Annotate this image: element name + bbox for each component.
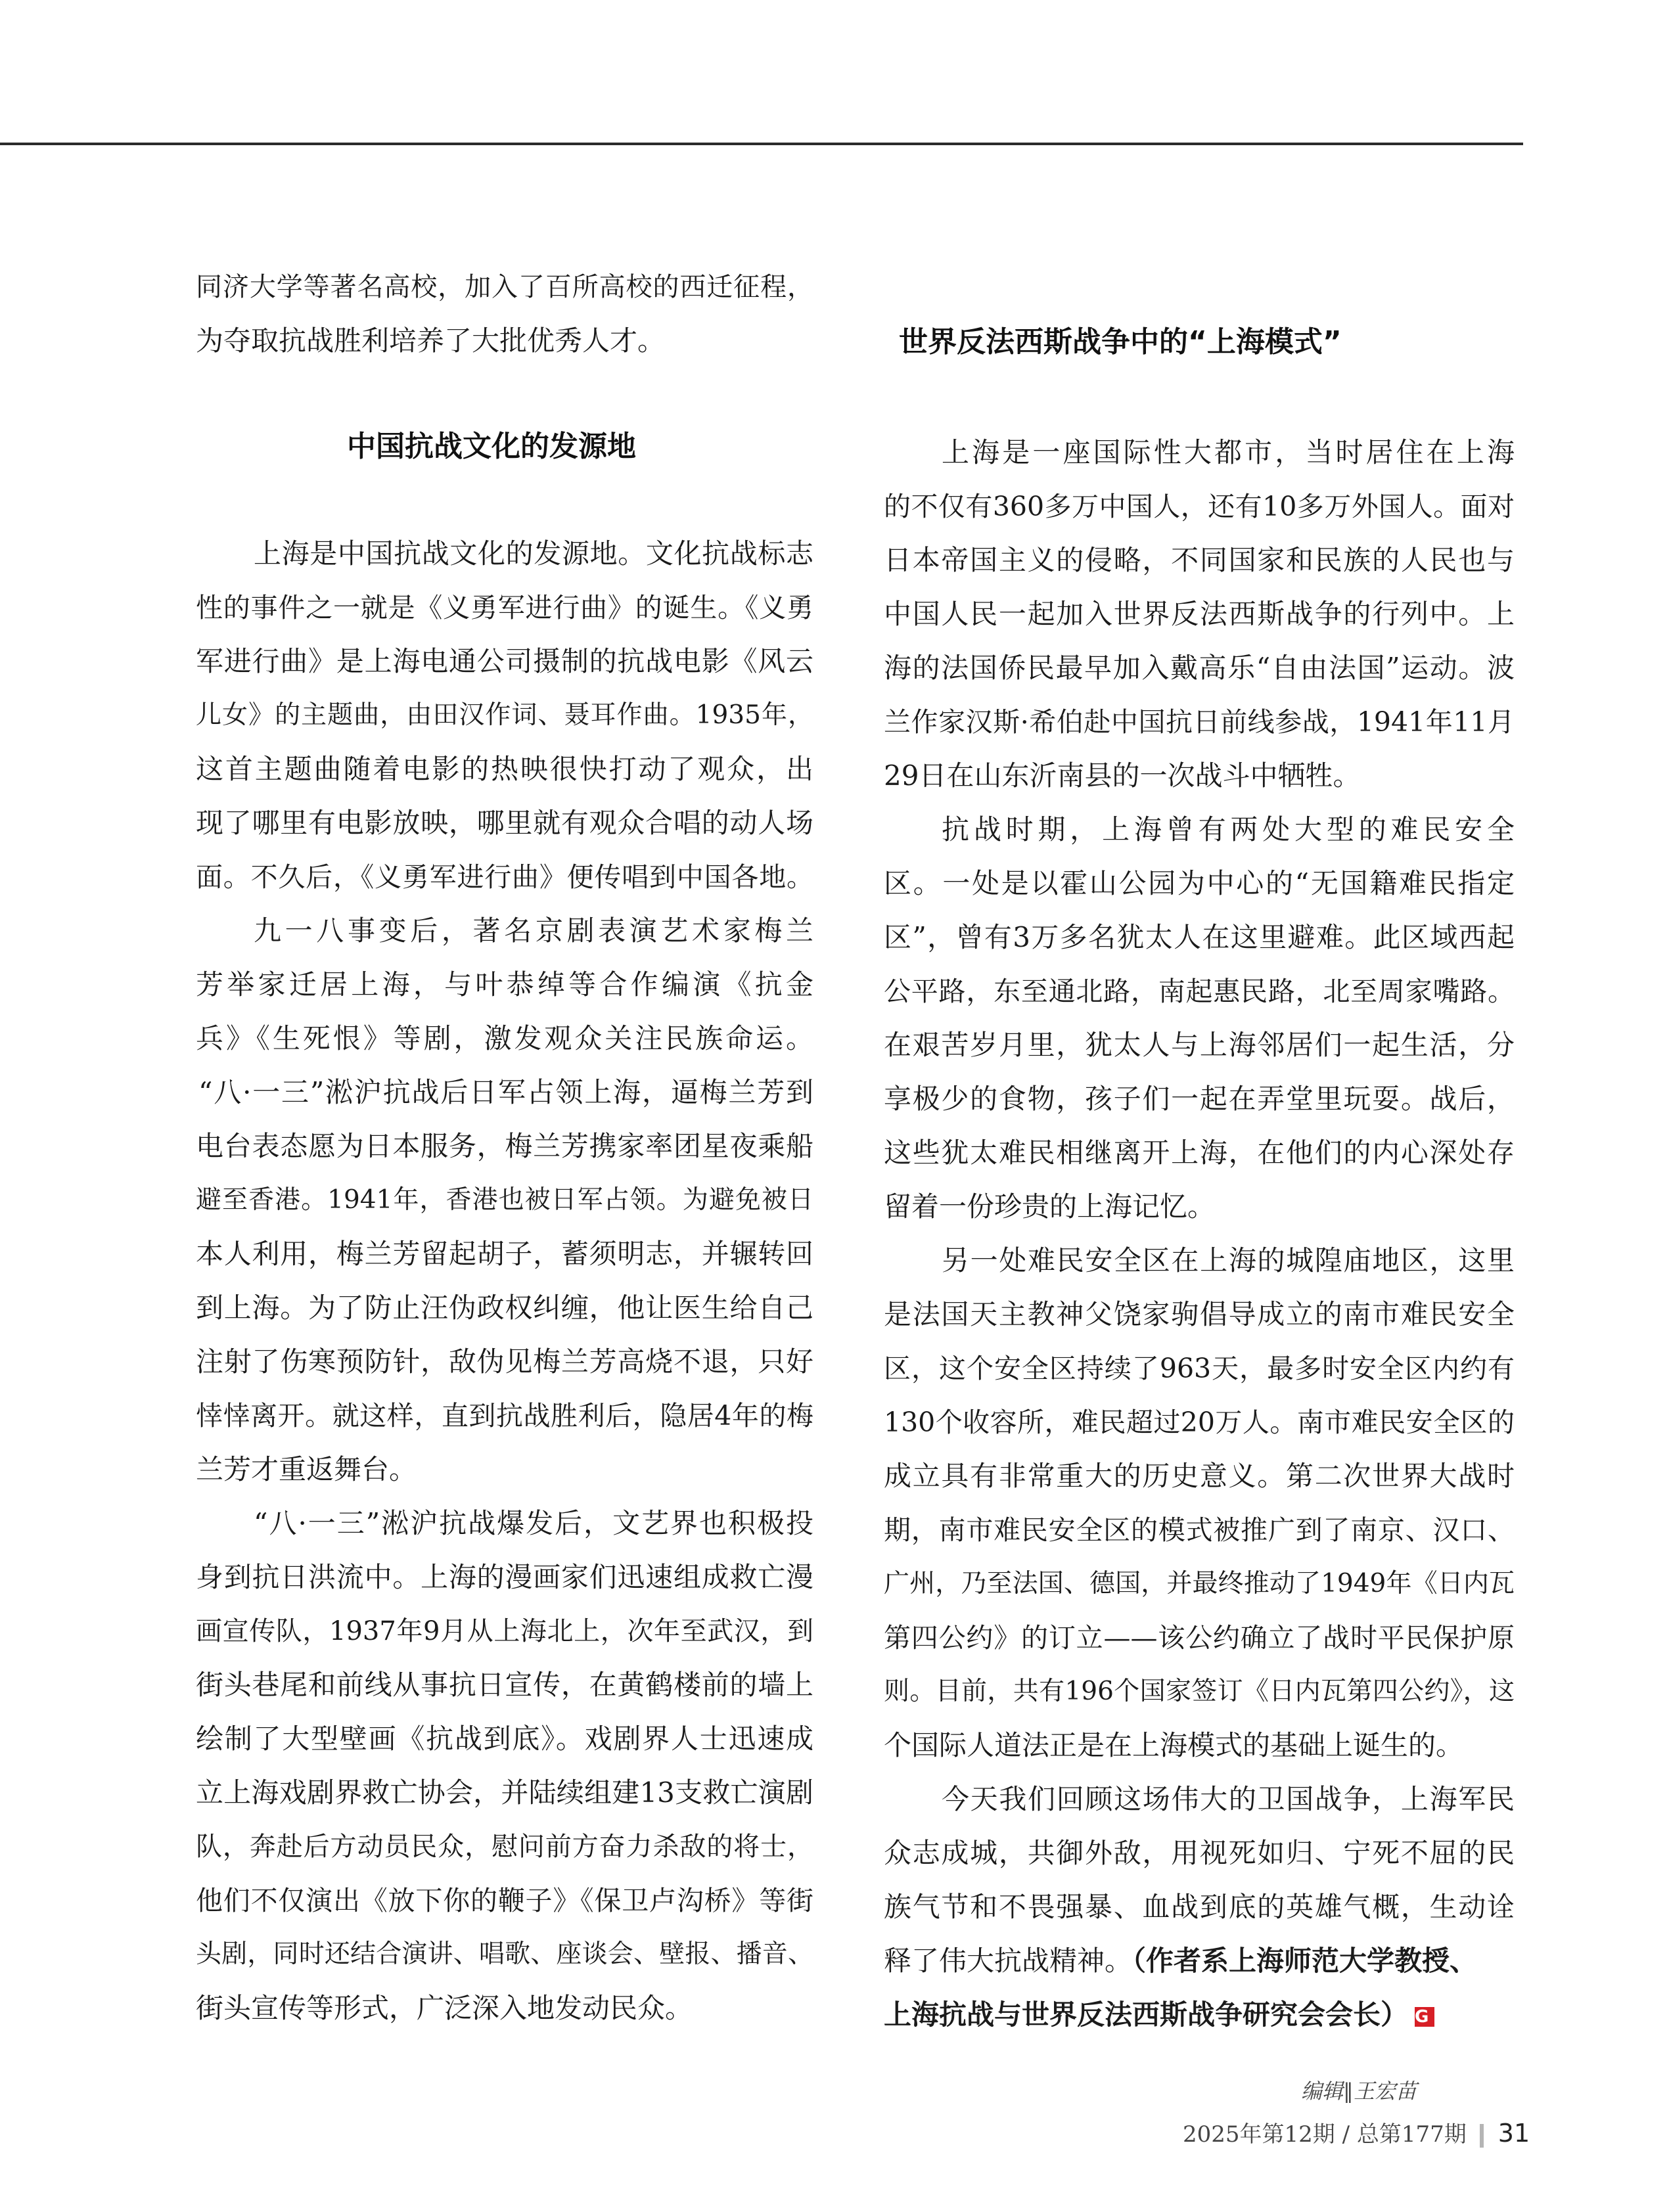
text-line: 芳举家迁居上海，与叶恭绰等合作编演《抗金 (196, 968, 813, 1001)
text-line: 到上海。为了防止汪伪政权纠缠，他让医生给自己 (196, 1292, 813, 1324)
text-line: 避至香港。1941年，香港也被日军占领。为避免被日 (196, 1185, 813, 1215)
section-heading-right: 世界反法西斯战争中的“上海模式” (899, 325, 1342, 359)
text-line: 另一处难民安全区在上海的城隍庙地区，这里 (942, 1244, 1515, 1276)
text-line: 性的事件之一就是《义勇军进行曲》的诞生。《义勇 (196, 592, 813, 623)
text-line: 头剧，同时还结合演讲、唱歌、座谈会、壁报、播音、 (196, 1939, 813, 1969)
text-line: 兰作家汉斯·希伯赴中国抗日前线参战，1941年11月 (884, 706, 1515, 738)
left-column-intro (196, 260, 813, 368)
page-number: 31 (1498, 2119, 1530, 2148)
paragraph (884, 1234, 1515, 1772)
text-line: 画宣传队，1937年9月从上海北上，次年至武汉，到 (196, 1616, 813, 1646)
text-line: 身到抗日洪流中。上海的漫画家们迅速组成救亡漫 (196, 1561, 813, 1593)
text-line: 则。目前，共有196个国家签订《日内瓦第四公约》，这 (884, 1677, 1515, 1706)
text-line: 130个收容所，难民超过20万人。南市难民安全区的 (884, 1407, 1515, 1438)
text-line: 兰芳才重返舞台。 (196, 1453, 417, 1485)
end-mark-logo-icon: G (1415, 2007, 1434, 2027)
text-line: 绘制了大型壁画《抗战到底》。戏剧界人士迅速成 (196, 1723, 813, 1755)
text-line (884, 1988, 1515, 2042)
text-line: 他们不仅演出《放下你的鞭子》《保卫卢沟桥》等街 (196, 1885, 813, 1916)
text-line: 海的法国侨民最早加入戴高乐“自由法国”运动。波 (884, 652, 1515, 684)
text-line: 区。一处是以霍山公园为中心的“无国籍难民指定 (884, 867, 1515, 899)
text-line: 同济大学等著名高校，加入了百所高校的西迁征程， (196, 272, 813, 302)
text-line: 本人利用，梅兰芳留起胡子，蓄须明志，并辗转回 (196, 1238, 813, 1270)
text-line: 中国人民一起加入世界反法西斯战争的行列中。上 (884, 598, 1515, 630)
text-line: “八·一三”淞沪抗战后日军占领上海，逼梅兰芳到 (198, 1076, 813, 1108)
text-line: 注射了伤寒预防针，敌伪见梅兰芳高烧不退，只好 (196, 1345, 813, 1378)
text-line: 日本帝国主义的侵略，不同国家和民族的人民也与 (884, 544, 1515, 576)
folio-separator (1480, 2124, 1484, 2148)
paragraph (196, 904, 813, 1497)
text-line: 今天我们回顾这场伟大的卫国战争，上海军民 (942, 1783, 1515, 1815)
text-line: 九一八事变后，著名京剧表演艺术家梅兰 (254, 914, 813, 947)
section-heading-left: 中国抗战文化的发源地 (347, 430, 636, 463)
text-line: 电台表态愿为日本服务，梅兰芳携家率团星夜乘船 (196, 1130, 813, 1162)
author-note: （作者系上海师范大学教授、 (1132, 1945, 1478, 1977)
text-line: 军进行曲》是上海电通公司摄制的抗战电影《风云 (196, 645, 813, 677)
text-line: 是法国天主教神父饶家驹倡导成立的南市难民安全 (884, 1298, 1515, 1330)
text-line: 抗战时期，上海曾有两处大型的难民安全 (942, 813, 1515, 846)
text-line: 上海是中国抗战文化的发源地。文化抗战标志 (254, 537, 813, 570)
text-run: 释了伟大抗战精神。 (884, 1945, 1133, 1977)
text-line: 立上海戏剧界救亡协会，并陆续组建13支救亡演剧 (196, 1776, 813, 1809)
text-line (884, 1934, 1515, 1988)
text-line: 悻悻离开。就这样，直到抗战胜利后，隐居4年的梅 (196, 1400, 813, 1432)
text-line: 公平路，东至通北路，南起惠民路，北至周家嘴路。 (884, 976, 1515, 1007)
text-line: 成立具有非常重大的历史意义。第二次世界大战时 (884, 1460, 1515, 1492)
text-line: 为夺取抗战胜利培养了大批优秀人才。 (196, 325, 666, 357)
text-line: 的不仅有360多万中国人，还有10多万外国人。面对 (884, 491, 1515, 522)
text-line: 个国际人道法正是在上海模式的基础上诞生的。 (884, 1729, 1464, 1761)
text-line: 现了哪里有电影放映，哪里就有观众合唱的动人场 (196, 807, 813, 839)
paragraph (884, 1772, 1515, 2042)
text-line: 众志成城，共御外敌，用视死如归、宁死不屈的民 (884, 1837, 1515, 1869)
text-line: 街头宣传等形式，广泛深入地发动民众。 (196, 1992, 693, 2024)
text-line: “八·一三”淞沪抗战爆发后，文艺界也积极投 (254, 1507, 813, 1539)
text-line: 街头巷尾和前线从事抗日宣传，在黄鹤楼前的墙上 (196, 1669, 813, 1701)
text-line: 这些犹太难民相继离开上海，在他们的内心深处存 (884, 1137, 1515, 1169)
folio (1183, 2117, 1530, 2150)
text-line: 享极少的食物，孩子们一起在弄堂里玩耍。战后， (884, 1083, 1515, 1115)
text-line: 在艰苦岁月里，犹太人与上海邻居们一起生活，分 (884, 1029, 1515, 1061)
text-line: 这首主题曲随着电影的热映很快打动了观众，出 (196, 753, 813, 785)
text-line: 第四公约》的订立——该公约确立了战时平民保护原 (884, 1622, 1515, 1654)
paragraph (196, 527, 813, 904)
paragraph (884, 803, 1515, 1234)
paragraph (884, 426, 1515, 803)
text-line: 儿女》的主题曲，由田汉作词、聂耳作曲。1935年， (196, 700, 813, 730)
paragraph (196, 1497, 813, 2035)
text-line: 上海是一座国际性大都市，当时居住在上海 (942, 436, 1515, 468)
text-line: 区，这个安全区持续了963天，最多时安全区内约有 (884, 1353, 1515, 1384)
text-line: 面。不久后，《义勇军进行曲》便传唱到中国各地。 (196, 861, 813, 893)
text-line: 29日在山东沂南县的一次战斗中牺牲。 (884, 759, 1361, 792)
right-column-body (884, 426, 1515, 2042)
author-note: 上海抗战与世界反法西斯战争研究会会长） (884, 1998, 1409, 2031)
text-line: 广州，乃至法国、德国，并最终推动了1949年《日内瓦 (884, 1569, 1515, 1598)
text-line: 队，奔赴后方动员民众，慰问前方奋力杀敌的将士， (196, 1832, 813, 1862)
text-line: 区”，曾有3万多名犹太人在这里避难。此区域西起 (884, 921, 1515, 953)
left-column-body (196, 527, 813, 2035)
header-rule (0, 143, 1523, 145)
text-line: 留着一份珍贵的上海记忆。 (884, 1190, 1216, 1223)
text-line: 期，南市难民安全区的模式被推广到了南京、汉口、 (884, 1514, 1515, 1546)
text-line: 兵》《生死恨》等剧，激发观众关注民族命运。 (196, 1022, 813, 1054)
text-line: 族气节和不畏强暴、血战到底的英雄气概，生动诠 (884, 1891, 1515, 1923)
editor-credit: 编辑∥王宏苗 (1301, 2079, 1417, 2104)
issue-info: 2025年第12期 / 总第177期 (1183, 2121, 1467, 2148)
